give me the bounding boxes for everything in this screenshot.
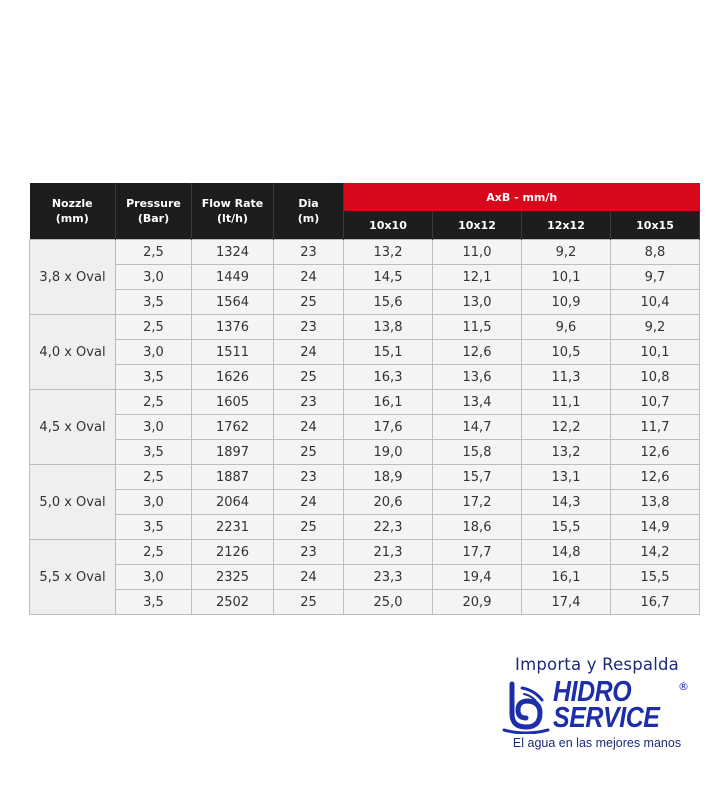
precipitation-cell: 16,3 <box>344 365 433 390</box>
precipitation-cell: 13,6 <box>433 365 522 390</box>
precipitation-cell: 15,5 <box>522 515 611 540</box>
table-row <box>30 365 700 390</box>
table-row <box>30 440 700 465</box>
table-row <box>30 290 700 315</box>
flow-rate-cell: 2325 <box>192 565 274 590</box>
flow-rate-cell: 1626 <box>192 365 274 390</box>
header-spacing-12x12: 12x12 <box>522 211 611 240</box>
pressure-cell: 3,5 <box>116 440 192 465</box>
precipitation-cell: 18,6 <box>433 515 522 540</box>
precipitation-cell: 10,8 <box>611 365 700 390</box>
flow-rate-cell: 2064 <box>192 490 274 515</box>
dia-cell: 23 <box>274 540 344 565</box>
table-row <box>30 390 700 415</box>
dia-cell: 23 <box>274 315 344 340</box>
nozzle-cell: 5,5 x Oval <box>30 540 116 615</box>
dia-cell: 24 <box>274 340 344 365</box>
precipitation-cell: 13,4 <box>433 390 522 415</box>
header-pressure: Pressure (Bar) <box>116 183 192 240</box>
table-row <box>30 490 700 515</box>
precipitation-cell: 14,3 <box>522 490 611 515</box>
flow-rate-cell: 1376 <box>192 315 274 340</box>
precipitation-cell: 16,1 <box>344 390 433 415</box>
precipitation-cell: 11,0 <box>433 240 522 265</box>
precipitation-cell: 11,5 <box>433 315 522 340</box>
precipitation-cell: 10,1 <box>611 340 700 365</box>
dia-cell: 24 <box>274 415 344 440</box>
pressure-cell: 2,5 <box>116 315 192 340</box>
water-swirl-icon <box>500 680 550 734</box>
precipitation-cell: 9,7 <box>611 265 700 290</box>
header-flow-rate: Flow Rate (lt/h) <box>192 183 274 240</box>
header-spacing-10x10: 10x10 <box>344 211 433 240</box>
header-nozzle: Nozzle (mm) <box>30 183 116 240</box>
precipitation-cell: 23,3 <box>344 565 433 590</box>
pressure-cell: 3,5 <box>116 590 192 615</box>
precipitation-cell: 15,1 <box>344 340 433 365</box>
flow-rate-cell: 1897 <box>192 440 274 465</box>
table-row <box>30 340 700 365</box>
precipitation-cell: 17,4 <box>522 590 611 615</box>
table-row <box>30 415 700 440</box>
flow-rate-cell: 1887 <box>192 465 274 490</box>
precipitation-cell: 13,8 <box>344 315 433 340</box>
precipitation-cell: 16,1 <box>522 565 611 590</box>
table-row <box>30 265 700 290</box>
flow-rate-cell: 1324 <box>192 240 274 265</box>
dia-cell: 23 <box>274 240 344 265</box>
pressure-cell: 3,5 <box>116 365 192 390</box>
precipitation-cell: 9,2 <box>522 240 611 265</box>
header-spacing-10x15: 10x15 <box>611 211 700 240</box>
nozzle-cell: 4,5 x Oval <box>30 390 116 465</box>
precipitation-cell: 15,6 <box>344 290 433 315</box>
dia-cell: 25 <box>274 590 344 615</box>
precipitation-cell: 10,4 <box>611 290 700 315</box>
precipitation-cell: 13,2 <box>522 440 611 465</box>
nozzle-cell: 4,0 x Oval <box>30 315 116 390</box>
brand-block <box>497 655 697 750</box>
flow-rate-cell: 2126 <box>192 540 274 565</box>
flow-rate-cell: 1449 <box>192 265 274 290</box>
specs-table <box>29 183 700 615</box>
precipitation-cell: 14,5 <box>344 265 433 290</box>
flow-rate-cell: 2502 <box>192 590 274 615</box>
precipitation-cell: 19,4 <box>433 565 522 590</box>
pressure-cell: 3,5 <box>116 515 192 540</box>
table-row <box>30 315 700 340</box>
precipitation-cell: 15,8 <box>433 440 522 465</box>
precipitation-cell: 18,9 <box>344 465 433 490</box>
precipitation-cell: 11,3 <box>522 365 611 390</box>
pressure-cell: 2,5 <box>116 240 192 265</box>
dia-cell: 25 <box>274 365 344 390</box>
precipitation-cell: 14,7 <box>433 415 522 440</box>
table-row <box>30 465 700 490</box>
header-group-axb: AxB - mm/h <box>344 183 700 211</box>
nozzle-cell: 3,8 x Oval <box>30 240 116 315</box>
registered-mark: ® <box>678 680 689 693</box>
precipitation-cell: 11,1 <box>522 390 611 415</box>
precipitation-cell: 12,6 <box>433 340 522 365</box>
pressure-cell: 2,5 <box>116 465 192 490</box>
precipitation-cell: 12,6 <box>611 465 700 490</box>
pressure-cell: 2,5 <box>116 390 192 415</box>
table-row <box>30 240 700 265</box>
precipitation-cell: 25,0 <box>344 590 433 615</box>
pressure-cell: 3,0 <box>116 415 192 440</box>
precipitation-cell: 12,2 <box>522 415 611 440</box>
table-row <box>30 515 700 540</box>
precipitation-cell: 10,9 <box>522 290 611 315</box>
dia-cell: 25 <box>274 290 344 315</box>
precipitation-cell: 10,5 <box>522 340 611 365</box>
brand-name-line1: HIDRO <box>553 676 632 708</box>
dia-cell: 24 <box>274 565 344 590</box>
precipitation-cell: 17,6 <box>344 415 433 440</box>
table-body <box>30 240 700 615</box>
precipitation-cell: 20,6 <box>344 490 433 515</box>
dia-cell: 23 <box>274 465 344 490</box>
dia-cell: 23 <box>274 390 344 415</box>
header-dia: Dia (m) <box>274 183 344 240</box>
precipitation-cell: 17,7 <box>433 540 522 565</box>
precipitation-cell: 21,3 <box>344 540 433 565</box>
precipitation-cell: 11,7 <box>611 415 700 440</box>
precipitation-cell: 14,9 <box>611 515 700 540</box>
precipitation-cell: 13,0 <box>433 290 522 315</box>
nozzle-cell: 5,0 x Oval <box>30 465 116 540</box>
pressure-cell: 3,0 <box>116 265 192 290</box>
pressure-cell: 3,5 <box>116 290 192 315</box>
flow-rate-cell: 1511 <box>192 340 274 365</box>
precipitation-cell: 13,1 <box>522 465 611 490</box>
precipitation-cell: 8,8 <box>611 240 700 265</box>
precipitation-cell: 13,2 <box>344 240 433 265</box>
table-row <box>30 565 700 590</box>
precipitation-cell: 9,2 <box>611 315 700 340</box>
pressure-cell: 2,5 <box>116 540 192 565</box>
precipitation-cell: 15,5 <box>611 565 700 590</box>
precipitation-cell: 22,3 <box>344 515 433 540</box>
table-row <box>30 590 700 615</box>
precipitation-cell: 12,1 <box>433 265 522 290</box>
precipitation-cell: 14,8 <box>522 540 611 565</box>
precipitation-cell: 19,0 <box>344 440 433 465</box>
pressure-cell: 3,0 <box>116 340 192 365</box>
flow-rate-cell: 1564 <box>192 290 274 315</box>
brand-tagline-bottom: El agua en las mejores manos <box>512 736 682 750</box>
brand-name <box>553 676 660 734</box>
pressure-cell: 3,0 <box>116 490 192 515</box>
flow-rate-cell: 2231 <box>192 515 274 540</box>
precipitation-cell: 12,6 <box>611 440 700 465</box>
dia-cell: 24 <box>274 490 344 515</box>
precipitation-cell: 17,2 <box>433 490 522 515</box>
table-row <box>30 540 700 565</box>
precipitation-cell: 15,7 <box>433 465 522 490</box>
brand-name-line2: SERVICE <box>553 702 660 734</box>
dia-cell: 24 <box>274 265 344 290</box>
pressure-cell: 3,0 <box>116 565 192 590</box>
precipitation-cell: 10,1 <box>522 265 611 290</box>
precipitation-cell: 16,7 <box>611 590 700 615</box>
precipitation-cell: 14,2 <box>611 540 700 565</box>
dia-cell: 25 <box>274 440 344 465</box>
flow-rate-cell: 1762 <box>192 415 274 440</box>
header-spacing-10x12: 10x12 <box>433 211 522 240</box>
flow-rate-cell: 1605 <box>192 390 274 415</box>
brand-logo <box>497 678 697 734</box>
precipitation-cell: 10,7 <box>611 390 700 415</box>
precipitation-cell: 13,8 <box>611 490 700 515</box>
precipitation-cell: 20,9 <box>433 590 522 615</box>
precipitation-cell: 9,6 <box>522 315 611 340</box>
dia-cell: 25 <box>274 515 344 540</box>
brand-tagline-top: Importa y Respalda <box>515 655 679 674</box>
